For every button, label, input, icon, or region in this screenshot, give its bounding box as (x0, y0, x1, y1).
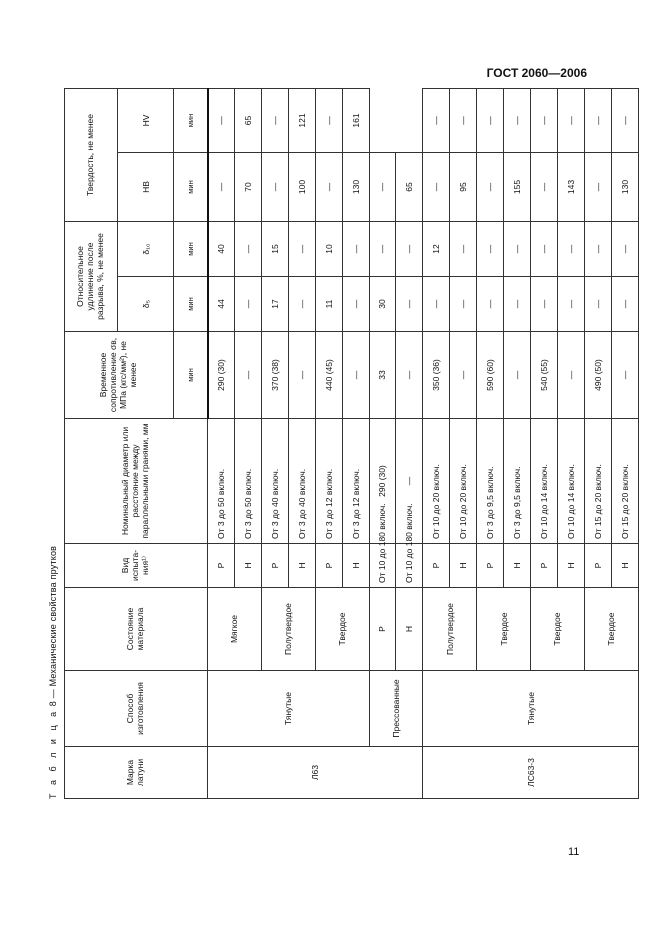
grade-cell: ЛС63-3 (423, 747, 638, 799)
elong-d5-cell: — (423, 277, 450, 332)
hv-cell: — (477, 88, 504, 152)
unit-min: мин (174, 277, 208, 332)
header-diameter: Номинальный диаметр или расстояние между параллельными гранями, мм (65, 419, 208, 544)
caption-text: 8 — Механические свойства прутков (48, 545, 58, 707)
strength-cell: — (288, 332, 315, 419)
state-cell: Полутвердое (423, 588, 477, 671)
hv-cell: — (557, 88, 584, 152)
hb-cell: 95 (450, 153, 477, 222)
elong-d10-cell: — (611, 222, 638, 277)
diameter-cell: От 10 до 14 включ. (557, 419, 584, 544)
state-cell: Мягкое (208, 588, 262, 671)
state-cell: Твердое (584, 588, 638, 671)
hb-cell: — (208, 153, 235, 222)
diameter-cell: От 10 до 20 включ. (423, 419, 450, 544)
elong-d5-cell: — (611, 277, 638, 332)
strength-cell: — (504, 332, 531, 419)
method-cell: Тянутые (208, 671, 370, 747)
elong-d5-cell: — (531, 277, 558, 332)
table-row (208, 88, 235, 798)
test-type-cell: Р (531, 544, 558, 588)
diameter-cell: От 10 до 14 включ. (531, 419, 558, 544)
test-type-cell: Р (477, 544, 504, 588)
test-type-cell: Р (423, 544, 450, 588)
page-number: 11 (568, 846, 580, 858)
elong-d5-cell: — (557, 277, 584, 332)
hb-cell: 130 (342, 153, 369, 222)
hb-cell: 70 (234, 153, 261, 222)
hb-cell: — (531, 153, 558, 222)
strength-cell: — (234, 332, 261, 419)
diameter-cell: От 3 до 40 включ. (288, 419, 315, 544)
test-type-cell: Н (342, 544, 369, 588)
table-row (369, 88, 396, 798)
elong-d5-cell: — (504, 277, 531, 332)
diameter-cell: От 3 до 50 включ. (208, 419, 235, 544)
hv-cell: 65 (396, 153, 423, 222)
header-hb: НВ (118, 153, 174, 222)
hb-cell: — (396, 222, 423, 277)
diameter-cell: От 15 до 20 включ. (584, 419, 611, 544)
hv-cell: 161 (342, 88, 369, 152)
elong-d10-cell: — (477, 222, 504, 277)
elong-d10-cell: — (288, 222, 315, 277)
diameter-cell: От 3 до 50 включ. (234, 419, 261, 544)
elong-d10-cell: — (396, 277, 423, 332)
header-elong-d5: δ₅ (118, 277, 174, 332)
hv-cell: — (208, 88, 235, 152)
hb-cell: — (477, 153, 504, 222)
strength-cell: — (450, 332, 477, 419)
test-type-cell: Н (234, 544, 261, 588)
mechanical-properties-table (64, 88, 639, 799)
hb-cell: 143 (557, 153, 584, 222)
state-cell: Полутвердое (261, 588, 315, 671)
hb-cell: 130 (611, 153, 638, 222)
elong-d5-cell: 44 (208, 277, 235, 332)
hb-cell: — (423, 153, 450, 222)
diameter-cell: От 3 до 12 включ. (315, 419, 342, 544)
test-type-cell: Р (584, 544, 611, 588)
elong-d5-cell: — (477, 277, 504, 332)
test-type-cell: Р (208, 544, 235, 588)
elong-d10-cell: 40 (208, 222, 235, 277)
header-strength: Временное сопротивление σв, МПа (кгс/мм²), не менее (65, 332, 174, 419)
header-hv: HV (118, 88, 174, 152)
strength-cell: — (396, 419, 423, 544)
header-grade: Марка латуни (65, 747, 208, 799)
strength-cell: 290 (30) (369, 419, 396, 544)
strength-cell: 370 (38) (261, 332, 288, 419)
state-cell: Твердое (531, 588, 585, 671)
elong-d10-cell: — (584, 222, 611, 277)
elong-d5-cell: 17 (261, 277, 288, 332)
unit-min: мин (174, 222, 208, 277)
state-cell: Твердое (477, 588, 531, 671)
elong-d5-cell: — (342, 277, 369, 332)
diameter-cell: От 10 до 180 включ. (396, 544, 423, 588)
strength-cell: 440 (45) (315, 332, 342, 419)
hb-cell: — (584, 153, 611, 222)
hb-cell: — (369, 222, 396, 277)
rotated-table-block (42, 89, 630, 799)
test-type-cell: Н (557, 544, 584, 588)
test-type-cell: Н (288, 544, 315, 588)
unit-min: мин (174, 153, 208, 222)
state-cell: Твердое (315, 588, 369, 671)
elong-d10-cell: 12 (423, 222, 450, 277)
header-elong-d10: δ₁₀ (118, 222, 174, 277)
elong-d10-cell: — (531, 222, 558, 277)
table-caption (42, 89, 64, 799)
elong-d10-cell: — (234, 222, 261, 277)
hv-cell: — (531, 88, 558, 152)
diameter-cell: От 10 до 180 включ. (369, 544, 396, 588)
elong-d10-cell: — (557, 222, 584, 277)
header-state: Состояние материала (65, 588, 208, 671)
unit-min: мин (174, 332, 208, 419)
hb-cell: — (261, 153, 288, 222)
strength-cell: 590 (60) (477, 332, 504, 419)
method-cell: Тянутые (423, 671, 638, 747)
header-test-type: Вид испыта-ния¹⁾ (65, 544, 208, 588)
strength-cell: 490 (50) (584, 332, 611, 419)
table-row (423, 88, 450, 798)
elong-d5-cell: — (234, 277, 261, 332)
hv-cell: — (315, 88, 342, 152)
test-type-cell: Р (315, 544, 342, 588)
diameter-cell: От 3 до 9,5 включ. (504, 419, 531, 544)
hv-cell: — (450, 88, 477, 152)
elong-d5-cell: 11 (315, 277, 342, 332)
test-type-cell: Н (450, 544, 477, 588)
strength-cell: — (611, 332, 638, 419)
elong-d5-cell: 33 (369, 332, 396, 419)
hb-cell: — (315, 153, 342, 222)
elong-d5-cell: — (450, 277, 477, 332)
elong-d10-cell: 10 (315, 222, 342, 277)
strength-cell: 350 (36) (423, 332, 450, 419)
header-elongation: Относительное удлинение после разрыва, %, не менее (65, 222, 118, 332)
grade-cell: Л63 (208, 747, 423, 799)
strength-cell: — (342, 332, 369, 419)
hv-cell: — (423, 88, 450, 152)
elong-d5-cell: — (584, 277, 611, 332)
hv-cell: — (584, 88, 611, 152)
test-type-cell: Р (261, 544, 288, 588)
hv-cell: — (261, 88, 288, 152)
strength-cell: 540 (55) (531, 332, 558, 419)
caption-word: Т а б л и ц а (48, 708, 58, 799)
method-cell: Прессованные (369, 671, 423, 747)
diameter-cell: От 15 до 20 включ. (611, 419, 638, 544)
header-hardness: Твердость, не менее (65, 88, 118, 221)
test-type-cell: Н (504, 544, 531, 588)
page-header: ГОСТ 2060—2006 (486, 66, 587, 80)
elong-d10-cell: — (504, 222, 531, 277)
test-type-cell: Н (396, 588, 423, 671)
hb-cell: 100 (288, 153, 315, 222)
elong-d5-cell: — (396, 332, 423, 419)
elong-d10-cell: 15 (261, 222, 288, 277)
elong-d10-cell: — (342, 222, 369, 277)
elong-d5-cell: — (288, 277, 315, 332)
hv-cell: — (369, 153, 396, 222)
header-method: Способ изготовления (65, 671, 208, 747)
test-type-cell: Р (369, 588, 396, 671)
diameter-cell: От 3 до 40 включ. (261, 419, 288, 544)
hb-cell: 155 (504, 153, 531, 222)
test-type-cell: Н (611, 544, 638, 588)
strength-cell: 290 (30) (208, 332, 235, 419)
hv-cell: 65 (234, 88, 261, 152)
diameter-cell: От 3 до 9,5 включ. (477, 419, 504, 544)
hv-cell: — (504, 88, 531, 152)
elong-d10-cell: — (450, 222, 477, 277)
hv-cell: 121 (288, 88, 315, 152)
elong-d10-cell: 30 (369, 277, 396, 332)
diameter-cell: От 3 до 12 включ. (342, 419, 369, 544)
strength-cell: — (557, 332, 584, 419)
hv-cell: — (611, 88, 638, 152)
diameter-cell: От 10 до 20 включ. (450, 419, 477, 544)
unit-min: мин (174, 88, 208, 152)
